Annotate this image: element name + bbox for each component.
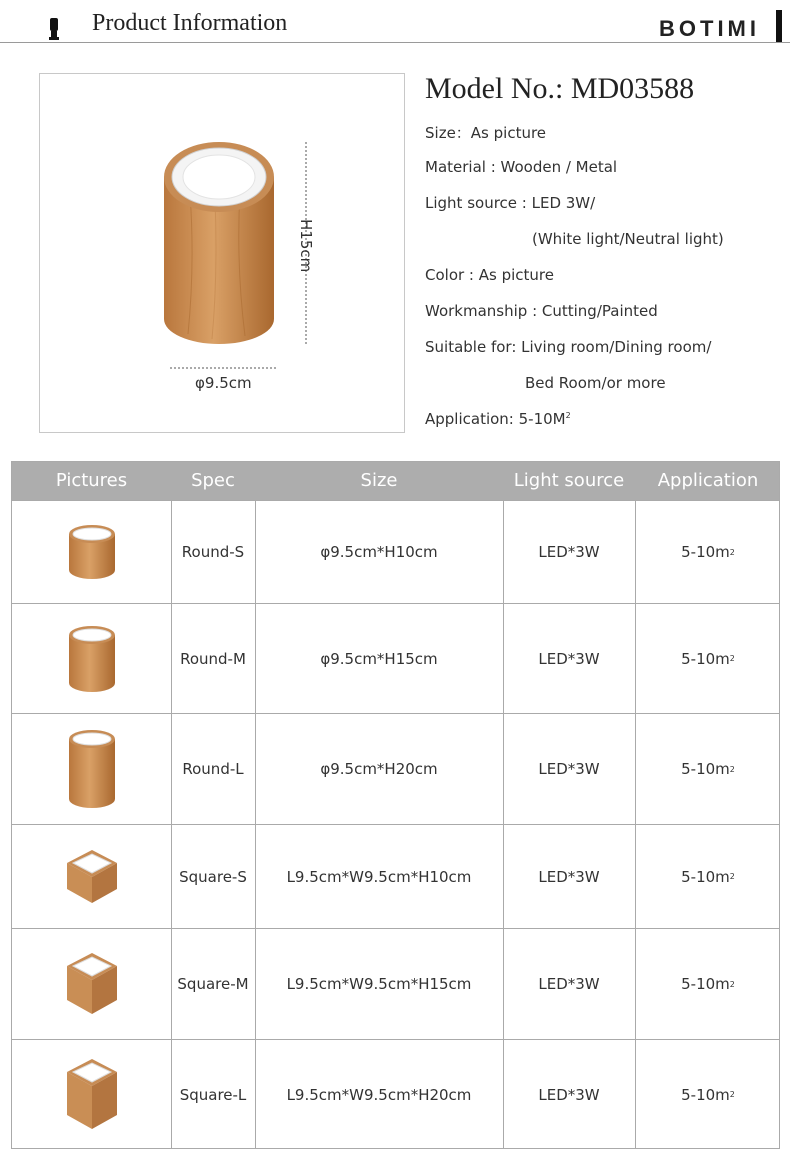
- spec-material: Material : Wooden / Metal: [425, 158, 618, 176]
- spec-application-text: Application: 5-10M: [425, 410, 566, 428]
- application-value: 5-10m: [681, 1085, 730, 1104]
- product-thumbnail: [12, 604, 171, 713]
- size-cell: L9.5cm*W9.5cm*H20cm: [286, 1085, 472, 1104]
- application-sup: 2: [729, 1090, 735, 1099]
- table-row: [12, 1039, 779, 1149]
- spec-application-sup: 2: [565, 411, 571, 420]
- width-dimension-label: φ9.5cm: [195, 374, 252, 392]
- page-title: Product Information: [92, 10, 288, 36]
- application-value: 5-10m: [681, 867, 730, 886]
- table-row: [12, 713, 779, 824]
- product-thumbnail: [12, 714, 171, 824]
- spec-cell: Square-M: [177, 975, 249, 993]
- brand-logo: BOTIMI: [659, 16, 760, 41]
- light-source-cell: LED*3W: [538, 975, 600, 993]
- spec-color: Color : As picture: [425, 266, 554, 284]
- spec-cell: Round-L: [182, 760, 244, 778]
- size-cell: L9.5cm*W9.5cm*H10cm: [286, 867, 472, 886]
- spec-suitable: Suitable for: Living room/Dining room/: [425, 338, 712, 356]
- header-divider: [0, 42, 790, 43]
- col-header-light-source: Light source: [513, 470, 625, 491]
- application-value: 5-10m: [681, 760, 730, 778]
- light-source-cell: LED*3W: [538, 1085, 600, 1104]
- application-sup: 2: [729, 764, 735, 774]
- light-source-cell: LED*3W: [538, 649, 600, 668]
- spec-size: Size：As picture: [425, 124, 547, 142]
- light-source-cell: LED*3W: [538, 867, 600, 886]
- product-thumbnail: [12, 1040, 171, 1149]
- spec-suitable-detail: Bed Room/or more: [525, 374, 666, 392]
- application-cell: [635, 501, 781, 603]
- light-source-cell: LED*3W: [538, 760, 600, 778]
- table-row: [12, 928, 779, 1039]
- col-header-spec: Spec: [191, 470, 235, 491]
- table-row: [12, 500, 779, 603]
- application-cell: [635, 604, 781, 713]
- col-header-application: Application: [657, 470, 759, 491]
- spec-table: [11, 461, 780, 1149]
- application-cell: [635, 714, 781, 824]
- col-header-size: Size: [360, 470, 398, 491]
- col-header-pictures: Pictures: [55, 470, 128, 491]
- application-cell: [635, 1040, 781, 1149]
- size-cell: φ9.5cm*H15cm: [320, 649, 438, 668]
- application-cell: [635, 929, 781, 1039]
- height-dimension-label: H15cm: [297, 219, 315, 273]
- page-header: [0, 0, 790, 48]
- application-sup: 2: [729, 547, 735, 557]
- spec-cell: Square-L: [179, 1085, 247, 1104]
- product-thumbnail: [12, 825, 171, 928]
- size-cell: L9.5cm*W9.5cm*H15cm: [286, 975, 472, 993]
- table-header: [12, 462, 779, 500]
- application-sup: 2: [729, 654, 735, 663]
- table-row: [12, 824, 779, 928]
- model-number: Model No.: MD03588: [425, 72, 695, 105]
- brand-bar: [776, 10, 782, 42]
- application-sup: 2: [729, 872, 735, 881]
- product-thumbnail: [12, 929, 171, 1039]
- spec-cell: Round-S: [181, 543, 245, 561]
- spotlight-icon: [49, 18, 59, 40]
- application-cell: [635, 825, 781, 928]
- application-value: 5-10m: [681, 543, 730, 561]
- spec-cell: Round-M: [180, 649, 246, 668]
- application-value: 5-10m: [681, 649, 730, 668]
- application-value: 5-10m: [681, 975, 730, 993]
- spec-application: [425, 410, 571, 428]
- product-image-box: [39, 73, 405, 433]
- size-cell: φ9.5cm*H20cm: [320, 760, 438, 778]
- spec-light-source: Light source : LED 3W/: [425, 194, 596, 212]
- spec-light-source-detail: (White light/Neutral light): [532, 230, 724, 248]
- size-cell: φ9.5cm*H10cm: [320, 543, 438, 561]
- table-row: [12, 603, 779, 713]
- product-thumbnail: [12, 501, 171, 603]
- application-sup: 2: [729, 979, 735, 989]
- spec-workmanship: Workmanship : Cutting/Painted: [425, 302, 658, 320]
- light-source-cell: LED*3W: [538, 543, 600, 561]
- spec-cell: Square-S: [179, 867, 247, 886]
